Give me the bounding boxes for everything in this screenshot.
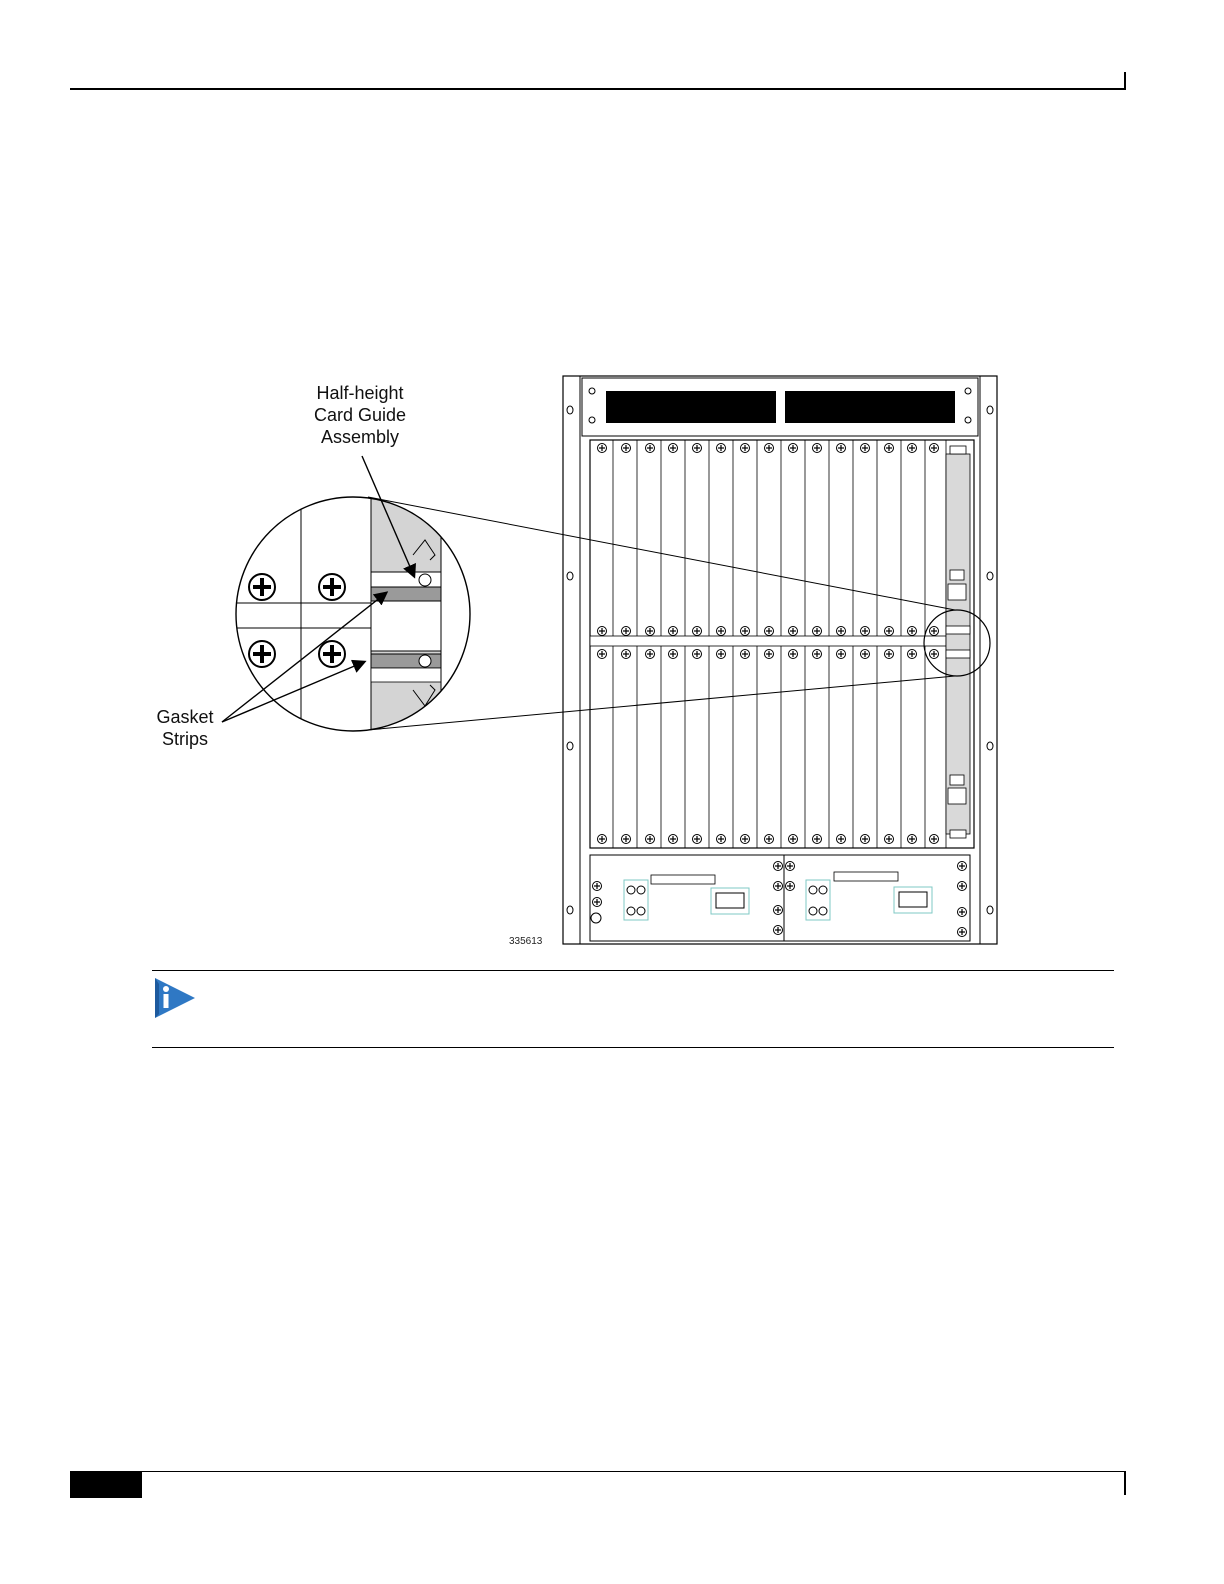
callout-card-guide-line2: Card Guide (313, 405, 407, 425)
footer-rule (70, 1471, 1126, 1472)
callout-card-guide (300, 382, 420, 448)
screws-mid-upper-row (598, 627, 939, 636)
callout-gasket-strips (145, 706, 225, 750)
figure (140, 370, 1010, 950)
screws-mid-lower-row (598, 650, 939, 659)
note-top-rule (152, 970, 1114, 971)
callout-gasket-line2: Strips (161, 729, 208, 749)
page-number-tab (70, 1472, 142, 1498)
note-bottom-rule (152, 1047, 1114, 1048)
callout-card-guide-line3: Assembly (320, 427, 400, 447)
footer-rule-tick (1124, 1471, 1126, 1495)
display-panel-left (606, 391, 776, 423)
figure-number: 335613 (509, 936, 543, 947)
callout-gasket-line1: Gasket (156, 707, 214, 727)
display-panel-right (785, 391, 955, 423)
info-icon (153, 976, 197, 1020)
screws-top-row (598, 444, 939, 453)
header-rule (70, 88, 1126, 90)
header-rule-tick (1124, 72, 1126, 90)
chassis-illustration (140, 370, 1010, 950)
power-module-left (590, 855, 784, 941)
callout-card-guide-line1: Half-height (316, 383, 404, 403)
screws-bottom-row (598, 835, 939, 844)
